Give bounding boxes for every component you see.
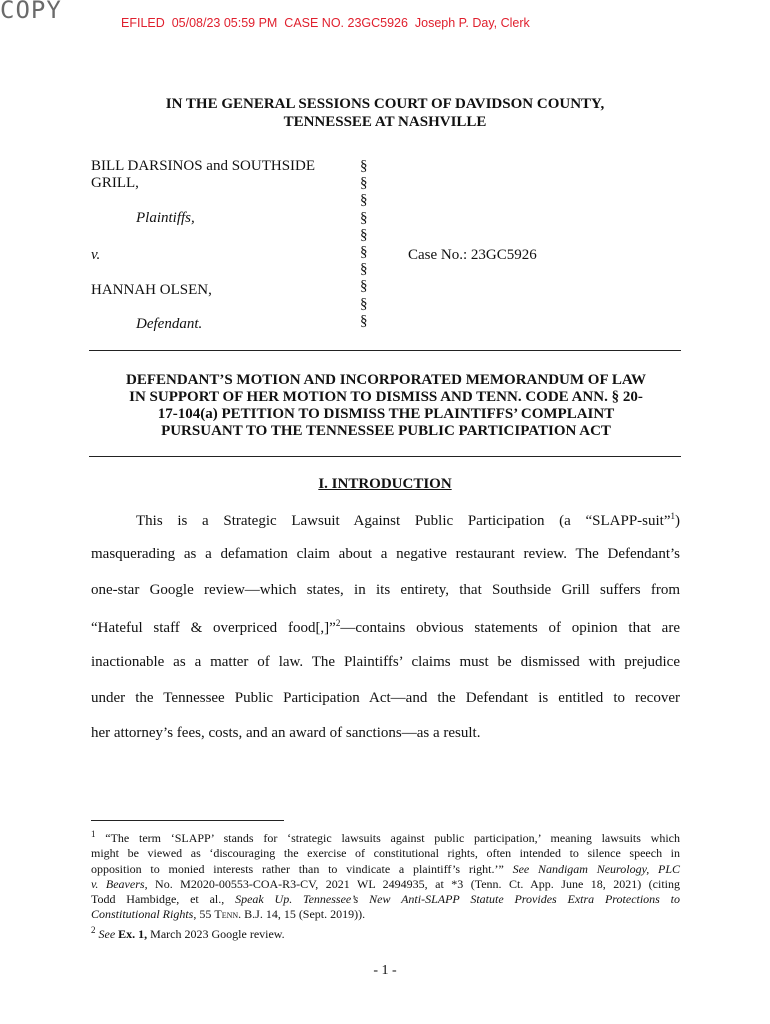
paragraph-line: masquerading as a defamation claim about a negative restaurant review. The Defendant’s	[91, 546, 680, 562]
section-symbol: §	[360, 192, 368, 209]
motion-title-line: IN SUPPORT OF HER MOTION TO DISMISS AND TENN. CODE ANN. § 20-	[129, 389, 643, 405]
footnote-1-line: opposition to monied interests rather than to vindicate a plaintiff’s right.’” See Nandigam Neurology, PLC	[91, 861, 681, 876]
motion-title-line: DEFENDANT’S MOTION AND INCORPORATED MEMORANDUM OF LAW	[126, 372, 646, 388]
title-divider	[89, 456, 681, 457]
case-number: Case No.: 23GC5926	[408, 247, 537, 263]
motion-title-line: PURSUANT TO THE TENNESSEE PUBLIC PARTICIPATION ACT	[161, 423, 611, 439]
motion-title-line: 17-104(a) PETITION TO DISMISS THE PLAINTIFFS’ COMPLAINT	[157, 406, 615, 422]
defendant-role: Defendant.	[136, 316, 203, 332]
defendant-name: HANNAH OLSEN,	[91, 282, 212, 298]
paragraph-line: her attorney’s fees, costs, and an award of sanctions—as a result.	[91, 725, 481, 741]
footnote-1-line: $^1$ “The term ‘SLAPP’ stands for ‘strategic lawsuits against public participation,’ meaning lawsuits which	[91, 829, 680, 845]
copy-stamp: COPY	[0, 0, 62, 24]
section-symbol-column	[360, 158, 368, 330]
court-heading	[90, 95, 680, 131]
plaintiffs-role: Plaintiffs,	[136, 210, 195, 226]
footnote-1-line: v. Beavers, No. M2020-00553-COA-R3-CV, 2021 WL 2494935, at *3 (Tenn. Ct. App. June 18, 2021) (citing	[91, 876, 680, 891]
section-symbol: §	[360, 295, 368, 312]
footnote-separator	[91, 820, 284, 821]
section-symbol: §	[360, 312, 368, 329]
paragraph-line: under the Tennessee Public Participation Act—and the Defendant is entitled to recover	[91, 690, 680, 706]
section-symbol: §	[360, 261, 368, 278]
footnote-1-mark: 1	[91, 829, 96, 839]
section-heading-introduction: I. INTRODUCTION	[318, 476, 452, 492]
footnote-ref-1[interactable]: 1	[670, 511, 675, 521]
plaintiffs-name: BILL DARSINOS and SOUTHSIDE	[91, 158, 316, 174]
paragraph-line: This is a Strategic Lawsuit Against Public Participation (a “SLAPP-suit”$^1$)	[136, 511, 680, 529]
footnotes	[91, 827, 680, 942]
paragraph-line: “Hateful staff & overpriced food[,]”$^2$—contains obvious statements of opinion that are	[91, 618, 680, 636]
section-symbol: §	[360, 158, 368, 174]
court-heading-line: TENNESSEE AT NASHVILLE	[283, 114, 487, 130]
section-symbol: §	[360, 209, 368, 226]
section-symbol: §	[360, 175, 368, 192]
article-title: Speak Up. Tennessee’s New Anti-SLAPP Statute Provides Extra Protections to	[235, 892, 680, 907]
plaintiffs-name-cont: GRILL,	[91, 175, 139, 191]
section-symbol: §	[360, 278, 368, 295]
paragraph-line: one-star Google review—which states, in its entirety, that Southside Grill suffers from	[91, 582, 680, 598]
versus-label: v.	[91, 247, 101, 263]
paragraph-line: inactionable as a matter of law. The Plaintiffs’ claims must be dismissed with prejudice	[91, 654, 680, 670]
exhibit-reference[interactable]: Ex. 1,	[118, 926, 148, 941]
footnote-1-line: might be viewed as ‘discouraging the exercise of constitutional rights, often intended to silence speech in	[91, 846, 680, 861]
footnote-1-line: Constitutional Rights, 55 Tenn. B.J. 14, 15 (Sept. 2019)).	[91, 907, 366, 922]
section-symbol: §	[360, 226, 368, 243]
court-heading-line: IN THE GENERAL SESSIONS COURT OF DAVIDSON COUNTY,	[165, 96, 605, 112]
footnote-2-line: $^2$ See Ex. 1, March 2023 Google review.	[91, 924, 285, 941]
section-symbol: §	[360, 244, 368, 261]
footnote-1-line: Todd Hambidge, et al., Speak Up. Tennessee’s New Anti-SLAPP Statute Provides Extra Protections to	[91, 892, 680, 907]
motion-title	[90, 372, 682, 440]
page-number: - 1 -	[373, 963, 397, 978]
case-citation: See Nandigam Neurology, PLC	[512, 861, 681, 876]
footnote-2-mark: 2	[91, 924, 96, 935]
caption-divider	[89, 350, 681, 351]
efiled-stamp: EFILED 05/08/23 05:59 PM CASE NO. 23GC5926 Joseph P. Day, Clerk	[121, 16, 530, 30]
footnote-ref-2[interactable]: 2	[335, 618, 341, 628]
